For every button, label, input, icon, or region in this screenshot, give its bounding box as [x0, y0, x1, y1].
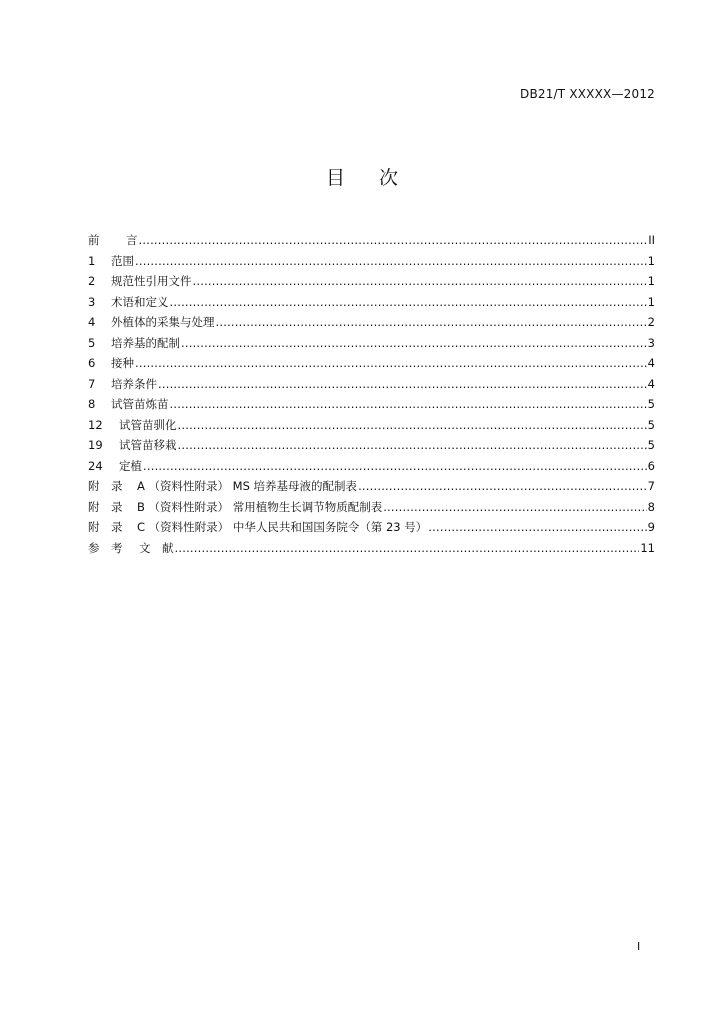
toc-entry-label: C （资料性附录） 中华人民共和国国务院令（第 23 号） — [137, 520, 428, 534]
toc-entry-label: 规范性引用文件 — [111, 274, 192, 288]
toc-leader-dots — [158, 374, 647, 395]
toc-entry-number: 7 — [88, 376, 96, 391]
toc-entry-number: 12 — [88, 417, 103, 432]
toc-entry-page: 9 — [647, 520, 655, 534]
toc-entry-number: 2 — [88, 274, 96, 288]
toc-entry-number: 24 — [88, 458, 103, 473]
toc-title-part1: 目 — [325, 167, 345, 189]
toc-entry-number: 4 — [88, 315, 96, 329]
toc-entry-page: 1 — [647, 274, 655, 288]
toc-entry-page: 6 — [647, 458, 655, 473]
toc-leader-dots — [358, 476, 647, 497]
toc-leader-dots — [139, 230, 648, 251]
toc-entry-foreword[interactable] — [88, 230, 655, 251]
toc-entry-page: 3 — [647, 335, 655, 350]
toc-leader-dots — [135, 353, 647, 374]
toc-entry-number: 3 — [88, 294, 96, 309]
toc-entry-12[interactable] — [88, 415, 655, 436]
toc-leader-dots — [170, 394, 647, 415]
toc-entry-4[interactable] — [88, 312, 655, 333]
toc-entry-page: 8 — [647, 499, 655, 514]
toc-leader-dots — [170, 292, 647, 313]
toc-leader-dots — [181, 333, 647, 354]
toc-entry-page: 2 — [647, 315, 655, 329]
toc-entry-number: 附 录 — [88, 479, 123, 493]
toc-entry-label: 接种 — [111, 356, 134, 370]
toc-leader-dots — [135, 251, 647, 272]
toc-entry-2[interactable] — [88, 271, 655, 292]
toc-entry-label: 术语和定义 — [111, 294, 169, 309]
toc-entry-label: A （资料性附录） MS 培养基母液的配制表 — [137, 479, 358, 493]
toc-entry-page: 1 — [647, 294, 655, 309]
toc-entry-label: B （资料性附录） 常用植物生长调节物质配制表 — [137, 499, 383, 514]
toc-entry-number: 附 录 — [88, 520, 123, 534]
toc-leader-dots — [178, 415, 647, 436]
toc-entry-number: 前 — [88, 233, 100, 247]
toc-entry-label: 培养基的配制 — [111, 335, 180, 350]
toc-leader-dots — [383, 497, 646, 518]
toc-leader-dots — [216, 312, 647, 333]
toc-leader-dots — [143, 456, 647, 477]
toc-entry-7[interactable] — [88, 374, 655, 395]
toc-entry-label: 试管苗移栽 — [119, 438, 177, 452]
toc-entry-number: 5 — [88, 335, 96, 350]
toc-entry-number: 附 录 — [88, 499, 123, 514]
toc-entry-number: 19 — [88, 438, 103, 452]
toc-leader-dots — [193, 271, 647, 292]
toc-leader-dots — [428, 517, 646, 538]
toc-entry-24[interactable] — [88, 456, 655, 477]
toc-entry-label: 言 — [126, 233, 138, 247]
toc-entry-page: 5 — [647, 438, 655, 452]
table-of-contents — [88, 230, 655, 558]
toc-entry-label: 文 献 — [139, 540, 174, 555]
toc-entry-6[interactable] — [88, 353, 655, 374]
toc-entry-label: 外植体的采集与处理 — [111, 315, 215, 329]
toc-entry-page: 4 — [647, 376, 655, 391]
document-code: DB21/T XXXXX—2012 — [520, 87, 655, 101]
toc-entry-appendix-b[interactable] — [88, 497, 655, 518]
toc-entry-page: II — [648, 233, 655, 247]
toc-entry-label: 培养条件 — [111, 376, 157, 391]
toc-title-part2: 次 — [379, 167, 399, 189]
toc-entry-page: 11 — [640, 540, 655, 555]
toc-entry-page: 1 — [647, 253, 655, 268]
toc-title — [0, 163, 724, 190]
toc-entry-label: 定植 — [119, 458, 142, 473]
page-number: I — [637, 940, 641, 953]
toc-entry-label: 范围 — [111, 253, 134, 268]
toc-leader-dots — [175, 538, 640, 559]
toc-entry-number: 参 考 — [88, 540, 123, 555]
toc-entry-appendix-c[interactable] — [88, 517, 655, 538]
toc-leader-dots — [178, 435, 647, 456]
toc-entry-19[interactable] — [88, 435, 655, 456]
toc-entry-number: 8 — [88, 397, 96, 411]
toc-entry-label: 试管苗驯化 — [119, 417, 177, 432]
toc-entry-3[interactable] — [88, 292, 655, 313]
toc-entry-page: 7 — [647, 479, 655, 493]
toc-entry-page: 5 — [647, 417, 655, 432]
toc-entry-number: 6 — [88, 356, 96, 370]
toc-entry-appendix-a[interactable] — [88, 476, 655, 497]
toc-entry-1[interactable] — [88, 251, 655, 272]
toc-entry-references[interactable] — [88, 538, 655, 559]
toc-entry-number: 1 — [88, 253, 96, 268]
toc-entry-label: 试管苗炼苗 — [111, 397, 169, 411]
toc-entry-5[interactable] — [88, 333, 655, 354]
toc-entry-page: 5 — [647, 397, 655, 411]
toc-entry-page: 4 — [647, 356, 655, 370]
toc-entry-8[interactable] — [88, 394, 655, 415]
